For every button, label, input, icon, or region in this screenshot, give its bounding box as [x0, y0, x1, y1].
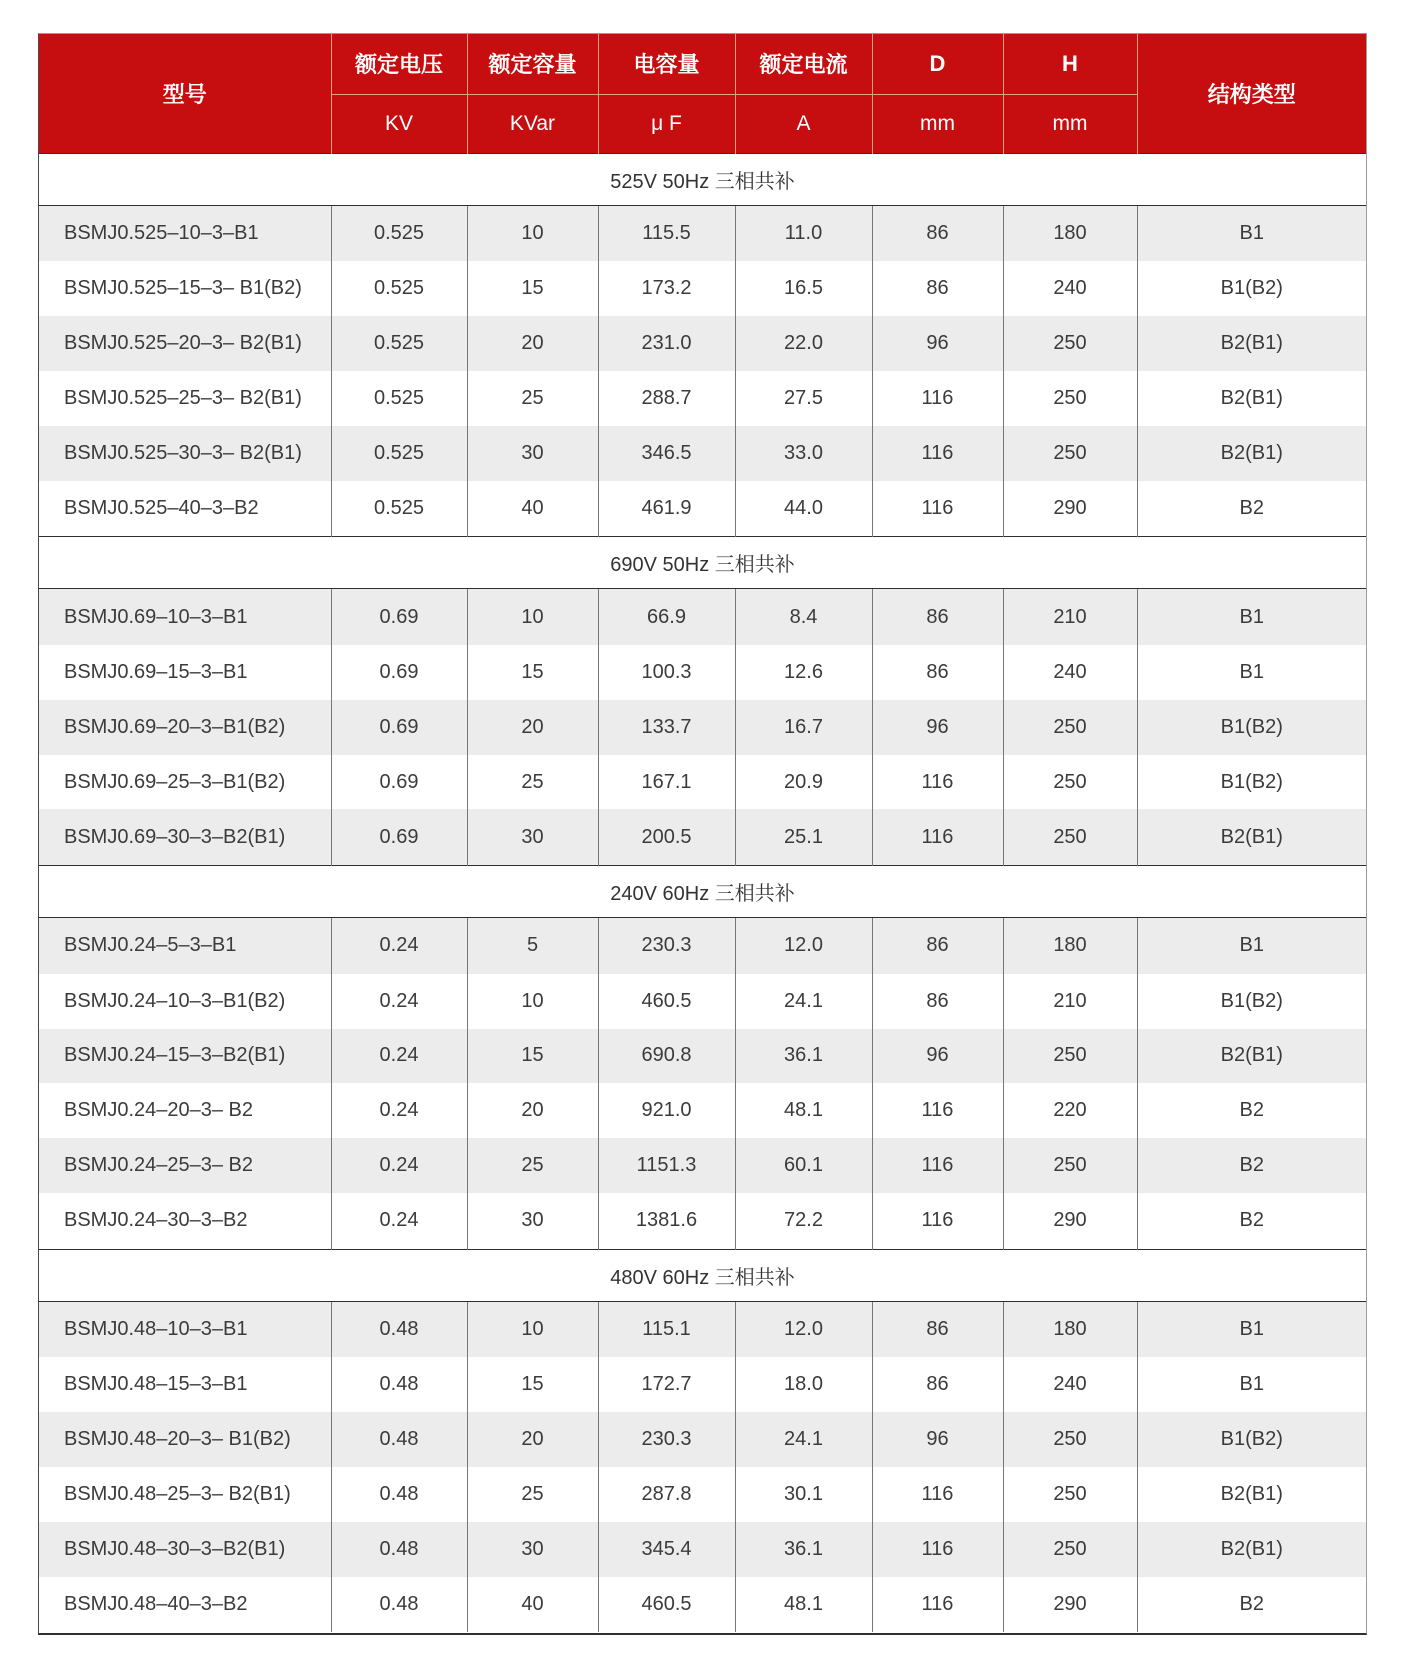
rated-capacity-cell: 25	[467, 1138, 598, 1193]
diameter-cell: 116	[872, 1577, 1003, 1632]
model-cell: BSMJ0.525–20–3– B2(B1)	[39, 316, 331, 371]
capacitance-cell: 1381.6	[598, 1193, 735, 1249]
diameter-cell: 86	[872, 589, 1003, 645]
rated-capacity-cell: 10	[467, 1301, 598, 1357]
model-cell: BSMJ0.69–30–3–B2(B1)	[39, 809, 331, 865]
height-cell: 250	[1003, 1029, 1137, 1084]
height-cell: 240	[1003, 261, 1137, 316]
table-row	[39, 589, 1366, 645]
table-row	[39, 1522, 1366, 1577]
diameter-cell: 116	[872, 1467, 1003, 1522]
rated-current-cell: 12.0	[735, 1301, 872, 1357]
diameter-cell: 96	[872, 700, 1003, 755]
rated-capacity-cell: 10	[467, 589, 598, 645]
rated-current-cell: 16.7	[735, 700, 872, 755]
capacitance-cell: 345.4	[598, 1522, 735, 1577]
model-cell: BSMJ0.525–10–3–B1	[39, 205, 331, 261]
rated-current-cell: 25.1	[735, 809, 872, 865]
diameter-cell: 116	[872, 481, 1003, 537]
capacitance-cell: 287.8	[598, 1467, 735, 1522]
rated-current-cell: 16.5	[735, 261, 872, 316]
rated-voltage-cell: 0.69	[331, 755, 467, 810]
structure-type-cell: B2	[1137, 481, 1366, 537]
diameter-cell: 116	[872, 371, 1003, 426]
rated-voltage-cell: 0.48	[331, 1357, 467, 1412]
height-cell: 240	[1003, 1357, 1137, 1412]
rated-current-cell: 48.1	[735, 1577, 872, 1632]
rated-voltage-cell: 0.525	[331, 316, 467, 371]
rated-voltage-cell: 0.525	[331, 481, 467, 537]
rated-capacity-cell: 5	[467, 918, 598, 974]
rated-capacity-cell: 25	[467, 755, 598, 810]
rated-current-cell: 27.5	[735, 371, 872, 426]
structure-type-cell: B2(B1)	[1137, 316, 1366, 371]
model-cell: BSMJ0.24–20–3– B2	[39, 1083, 331, 1138]
table-row	[39, 1301, 1366, 1357]
rated-capacity-cell: 15	[467, 1029, 598, 1084]
rated-capacity-cell: 20	[467, 700, 598, 755]
rated-voltage-cell: 0.48	[331, 1522, 467, 1577]
capacitance-cell: 66.9	[598, 589, 735, 645]
section-title: 480V 60Hz 三相共补	[39, 1249, 1366, 1301]
table-row	[39, 1083, 1366, 1138]
capacitance-cell: 167.1	[598, 755, 735, 810]
table-row	[39, 205, 1366, 261]
structure-type-cell: B2(B1)	[1137, 1029, 1366, 1084]
section-title-row	[39, 1249, 1366, 1301]
rated-voltage-cell: 0.69	[331, 589, 467, 645]
diameter-cell: 116	[872, 809, 1003, 865]
section-title-row	[39, 866, 1366, 918]
capacitance-cell: 172.7	[598, 1357, 735, 1412]
structure-type-cell: B1	[1137, 205, 1366, 261]
diameter-cell: 86	[872, 918, 1003, 974]
model-cell: BSMJ0.24–15–3–B2(B1)	[39, 1029, 331, 1084]
rated-current-cell: 48.1	[735, 1083, 872, 1138]
unit-a: A	[735, 94, 872, 153]
rated-voltage-cell: 0.24	[331, 1083, 467, 1138]
rated-capacity-cell: 20	[467, 1412, 598, 1467]
structure-type-cell: B1(B2)	[1137, 700, 1366, 755]
height-cell: 290	[1003, 1577, 1137, 1632]
header-rated-capacity: 额定容量	[467, 34, 598, 94]
model-cell: BSMJ0.48–30–3–B2(B1)	[39, 1522, 331, 1577]
rated-current-cell: 12.0	[735, 918, 872, 974]
rated-voltage-cell: 0.525	[331, 205, 467, 261]
capacitance-cell: 461.9	[598, 481, 735, 537]
table-body	[39, 153, 1366, 1632]
rated-capacity-cell: 30	[467, 1193, 598, 1249]
height-cell: 250	[1003, 426, 1137, 481]
header-model: 型号	[39, 34, 331, 153]
capacitance-cell: 288.7	[598, 371, 735, 426]
table-row	[39, 1138, 1366, 1193]
model-cell: BSMJ0.48–40–3–B2	[39, 1577, 331, 1632]
rated-capacity-cell: 30	[467, 426, 598, 481]
rated-voltage-cell: 0.69	[331, 700, 467, 755]
height-cell: 250	[1003, 371, 1137, 426]
rated-capacity-cell: 15	[467, 261, 598, 316]
rated-capacity-cell: 30	[467, 1522, 598, 1577]
rated-voltage-cell: 0.525	[331, 261, 467, 316]
diameter-cell: 96	[872, 1412, 1003, 1467]
model-cell: BSMJ0.24–25–3– B2	[39, 1138, 331, 1193]
rated-current-cell: 24.1	[735, 974, 872, 1029]
height-cell: 290	[1003, 1193, 1137, 1249]
table-row	[39, 261, 1366, 316]
structure-type-cell: B2(B1)	[1137, 1522, 1366, 1577]
table-row	[39, 1193, 1366, 1249]
height-cell: 240	[1003, 645, 1137, 700]
rated-voltage-cell: 0.48	[331, 1577, 467, 1632]
height-cell: 180	[1003, 1301, 1137, 1357]
model-cell: BSMJ0.24–30–3–B2	[39, 1193, 331, 1249]
section-title: 690V 50Hz 三相共补	[39, 537, 1366, 589]
table-row	[39, 645, 1366, 700]
header-rated-current: 额定电流	[735, 34, 872, 94]
model-cell: BSMJ0.69–10–3–B1	[39, 589, 331, 645]
diameter-cell: 86	[872, 1357, 1003, 1412]
rated-capacity-cell: 10	[467, 205, 598, 261]
model-cell: BSMJ0.48–10–3–B1	[39, 1301, 331, 1357]
unit-h-mm: mm	[1003, 94, 1137, 153]
table-row	[39, 1577, 1366, 1632]
header-structure-type: 结构类型	[1137, 34, 1366, 153]
rated-capacity-cell: 25	[467, 371, 598, 426]
height-cell: 210	[1003, 589, 1137, 645]
table-row	[39, 918, 1366, 974]
structure-type-cell: B2(B1)	[1137, 809, 1366, 865]
rated-capacity-cell: 15	[467, 645, 598, 700]
rated-voltage-cell: 0.24	[331, 1029, 467, 1084]
rated-current-cell: 72.2	[735, 1193, 872, 1249]
table-row	[39, 1357, 1366, 1412]
height-cell: 250	[1003, 1467, 1137, 1522]
capacitor-spec-table	[39, 34, 1366, 1632]
model-cell: BSMJ0.69–25–3–B1(B2)	[39, 755, 331, 810]
rated-voltage-cell: 0.24	[331, 1193, 467, 1249]
diameter-cell: 116	[872, 1083, 1003, 1138]
model-cell: BSMJ0.48–20–3– B1(B2)	[39, 1412, 331, 1467]
rated-current-cell: 33.0	[735, 426, 872, 481]
table-row	[39, 1029, 1366, 1084]
header-diameter: D	[872, 34, 1003, 94]
height-cell: 290	[1003, 481, 1137, 537]
model-cell: BSMJ0.48–25–3– B2(B1)	[39, 1467, 331, 1522]
unit-uf: μ F	[598, 94, 735, 153]
height-cell: 250	[1003, 809, 1137, 865]
structure-type-cell: B2(B1)	[1137, 1467, 1366, 1522]
height-cell: 180	[1003, 918, 1137, 974]
table-header	[39, 34, 1366, 153]
rated-capacity-cell: 40	[467, 1577, 598, 1632]
rated-voltage-cell: 0.48	[331, 1301, 467, 1357]
structure-type-cell: B1(B2)	[1137, 261, 1366, 316]
capacitance-cell: 460.5	[598, 974, 735, 1029]
diameter-cell: 96	[872, 316, 1003, 371]
rated-current-cell: 8.4	[735, 589, 872, 645]
height-cell: 250	[1003, 316, 1137, 371]
table-row	[39, 809, 1366, 865]
model-cell: BSMJ0.24–5–3–B1	[39, 918, 331, 974]
capacitance-cell: 115.5	[598, 205, 735, 261]
table-row	[39, 481, 1366, 537]
capacitance-cell: 200.5	[598, 809, 735, 865]
diameter-cell: 86	[872, 974, 1003, 1029]
unit-kv: KV	[331, 94, 467, 153]
table-row	[39, 426, 1366, 481]
model-cell: BSMJ0.69–15–3–B1	[39, 645, 331, 700]
section-title: 525V 50Hz 三相共补	[39, 153, 1366, 205]
structure-type-cell: B2(B1)	[1137, 426, 1366, 481]
capacitance-cell: 173.2	[598, 261, 735, 316]
rated-current-cell: 36.1	[735, 1522, 872, 1577]
rated-current-cell: 20.9	[735, 755, 872, 810]
structure-type-cell: B2	[1137, 1193, 1366, 1249]
table-row	[39, 974, 1366, 1029]
rated-current-cell: 18.0	[735, 1357, 872, 1412]
diameter-cell: 86	[872, 645, 1003, 700]
structure-type-cell: B1	[1137, 1301, 1366, 1357]
rated-current-cell: 36.1	[735, 1029, 872, 1084]
capacitance-cell: 230.3	[598, 918, 735, 974]
height-cell: 250	[1003, 755, 1137, 810]
capacitance-cell: 100.3	[598, 645, 735, 700]
rated-capacity-cell: 30	[467, 809, 598, 865]
model-cell: BSMJ0.525–25–3– B2(B1)	[39, 371, 331, 426]
structure-type-cell: B1(B2)	[1137, 974, 1366, 1029]
rated-capacity-cell: 20	[467, 1083, 598, 1138]
rated-voltage-cell: 0.24	[331, 1138, 467, 1193]
structure-type-cell: B1	[1137, 589, 1366, 645]
height-cell: 250	[1003, 700, 1137, 755]
rated-capacity-cell: 25	[467, 1467, 598, 1522]
structure-type-cell: B1	[1137, 645, 1366, 700]
table-row	[39, 316, 1366, 371]
model-cell: BSMJ0.525–30–3– B2(B1)	[39, 426, 331, 481]
table-row	[39, 371, 1366, 426]
capacitance-cell: 460.5	[598, 1577, 735, 1632]
diameter-cell: 116	[872, 1193, 1003, 1249]
rated-capacity-cell: 10	[467, 974, 598, 1029]
rated-current-cell: 12.6	[735, 645, 872, 700]
diameter-cell: 96	[872, 1029, 1003, 1084]
rated-voltage-cell: 0.525	[331, 371, 467, 426]
capacitance-cell: 230.3	[598, 1412, 735, 1467]
table-row	[39, 1412, 1366, 1467]
capacitance-cell: 231.0	[598, 316, 735, 371]
capacitance-cell: 921.0	[598, 1083, 735, 1138]
rated-voltage-cell: 0.24	[331, 974, 467, 1029]
rated-voltage-cell: 0.69	[331, 645, 467, 700]
diameter-cell: 116	[872, 755, 1003, 810]
diameter-cell: 116	[872, 426, 1003, 481]
diameter-cell: 86	[872, 205, 1003, 261]
structure-type-cell: B2	[1137, 1083, 1366, 1138]
rated-current-cell: 44.0	[735, 481, 872, 537]
structure-type-cell: B2(B1)	[1137, 371, 1366, 426]
rated-capacity-cell: 15	[467, 1357, 598, 1412]
model-cell: BSMJ0.24–10–3–B1(B2)	[39, 974, 331, 1029]
structure-type-cell: B2	[1137, 1577, 1366, 1632]
section-title-row	[39, 153, 1366, 205]
height-cell: 250	[1003, 1412, 1137, 1467]
height-cell: 250	[1003, 1138, 1137, 1193]
capacitance-cell: 690.8	[598, 1029, 735, 1084]
model-cell: BSMJ0.525–15–3– B1(B2)	[39, 261, 331, 316]
header-height: H	[1003, 34, 1137, 94]
capacitance-cell: 115.1	[598, 1301, 735, 1357]
model-cell: BSMJ0.69–20–3–B1(B2)	[39, 700, 331, 755]
spec-table-container	[38, 33, 1367, 1635]
rated-voltage-cell: 0.69	[331, 809, 467, 865]
structure-type-cell: B1(B2)	[1137, 755, 1366, 810]
capacitance-cell: 1151.3	[598, 1138, 735, 1193]
table-row	[39, 1467, 1366, 1522]
structure-type-cell: B2	[1137, 1138, 1366, 1193]
header-rated-voltage: 额定电压	[331, 34, 467, 94]
diameter-cell: 116	[872, 1138, 1003, 1193]
rated-voltage-cell: 0.525	[331, 426, 467, 481]
diameter-cell: 86	[872, 261, 1003, 316]
model-cell: BSMJ0.525–40–3–B2	[39, 481, 331, 537]
rated-current-cell: 11.0	[735, 205, 872, 261]
structure-type-cell: B1(B2)	[1137, 1412, 1366, 1467]
structure-type-cell: B1	[1137, 918, 1366, 974]
capacitance-cell: 346.5	[598, 426, 735, 481]
rated-capacity-cell: 40	[467, 481, 598, 537]
diameter-cell: 86	[872, 1301, 1003, 1357]
rated-capacity-cell: 20	[467, 316, 598, 371]
section-title: 240V 60Hz 三相共补	[39, 866, 1366, 918]
unit-d-mm: mm	[872, 94, 1003, 153]
height-cell: 250	[1003, 1522, 1137, 1577]
rated-current-cell: 30.1	[735, 1467, 872, 1522]
height-cell: 210	[1003, 974, 1137, 1029]
table-row	[39, 755, 1366, 810]
rated-current-cell: 22.0	[735, 316, 872, 371]
header-label-row	[39, 34, 1366, 94]
rated-voltage-cell: 0.48	[331, 1467, 467, 1522]
rated-current-cell: 24.1	[735, 1412, 872, 1467]
rated-current-cell: 60.1	[735, 1138, 872, 1193]
capacitance-cell: 133.7	[598, 700, 735, 755]
rated-voltage-cell: 0.48	[331, 1412, 467, 1467]
table-row	[39, 700, 1366, 755]
structure-type-cell: B1	[1137, 1357, 1366, 1412]
height-cell: 220	[1003, 1083, 1137, 1138]
model-cell: BSMJ0.48–15–3–B1	[39, 1357, 331, 1412]
diameter-cell: 116	[872, 1522, 1003, 1577]
rated-voltage-cell: 0.24	[331, 918, 467, 974]
height-cell: 180	[1003, 205, 1137, 261]
unit-kvar: KVar	[467, 94, 598, 153]
section-title-row	[39, 537, 1366, 589]
header-capacitance: 电容量	[598, 34, 735, 94]
